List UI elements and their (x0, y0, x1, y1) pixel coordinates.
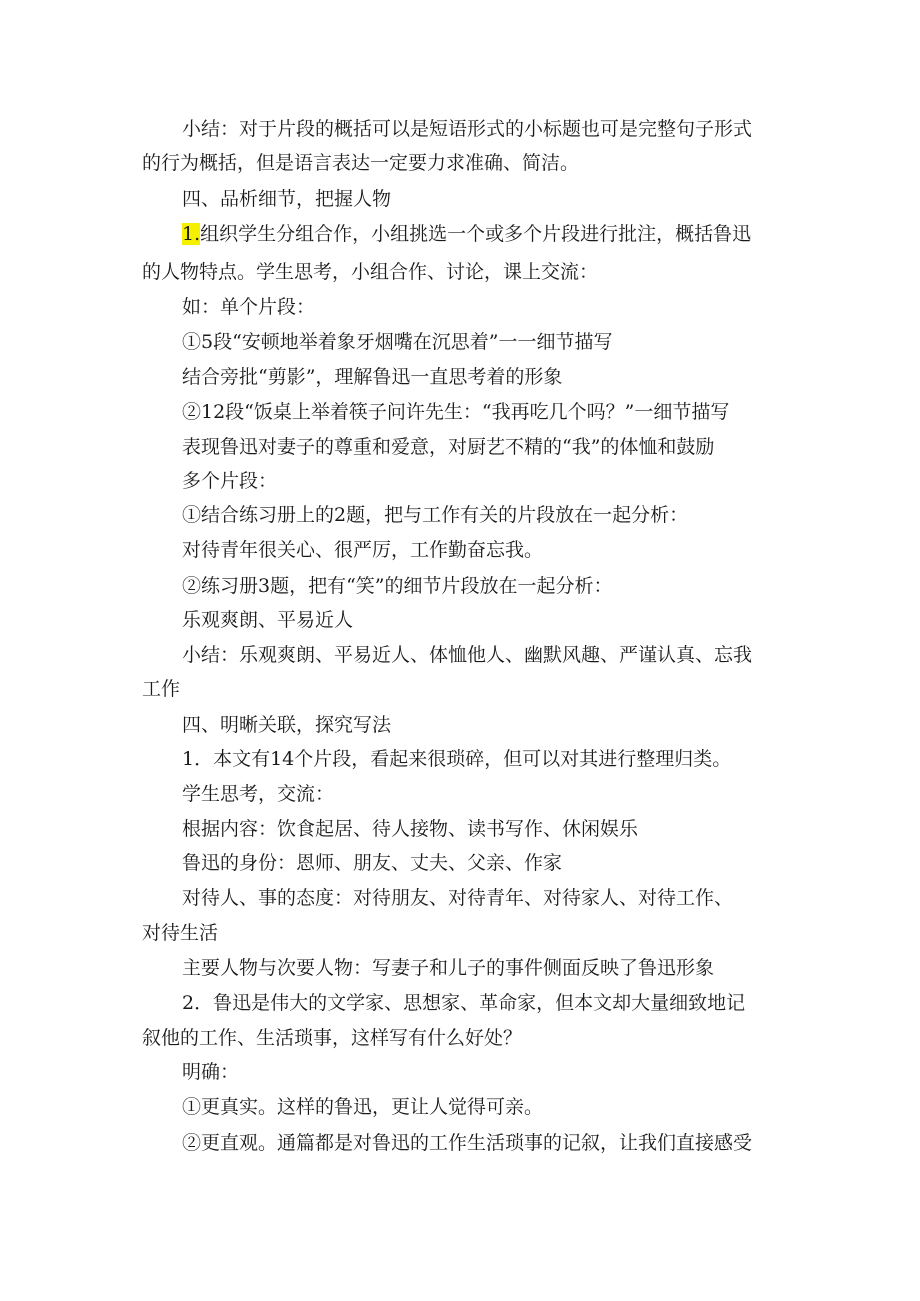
line-text: 工作 (142, 678, 181, 700)
text-line (182, 881, 782, 915)
line-text: 表现鲁迅对妻子的尊重和爱意，对厨艺不精的“我”的体恤和鼓励 (182, 436, 715, 458)
line-text: 2．鲁迅是伟大的文学家、思想家、革命家，但本文却大量细致地记 (182, 992, 746, 1014)
text-line (182, 182, 782, 216)
line-text: ①更真实。这样的鲁迅，更让人觉得可亲。 (182, 1096, 544, 1118)
line-text: 四、品析细节，把握人物 (182, 188, 392, 210)
text-line (182, 290, 782, 324)
line-text: 如：单个片段： (182, 296, 316, 318)
text-line (182, 986, 782, 1020)
line-text: ②12段“饭桌上举着筷子问许先生：“我再吃几个吗？”一细节描写 (182, 401, 730, 423)
line-text: 1．本文有14个片段，看起来很琐碎，但可以对其进行整理归类。 (182, 748, 732, 770)
text-line (182, 498, 782, 532)
line-text: 叙他的工作、生活琐事，这样写有什么好处？ (142, 1027, 523, 1049)
line-text: 多个片段： (182, 470, 278, 492)
text-line (182, 395, 782, 429)
text-line (182, 777, 782, 811)
line-text: 对待生活 (142, 922, 219, 944)
line-text: 鲁迅的身份：恩师、朋友、丈夫、父亲、作家 (182, 852, 563, 874)
line-text: 明确： (182, 1061, 240, 1083)
text-line (182, 603, 782, 637)
text-line (142, 146, 782, 180)
line-text: 的人物特点。学生思考，小组合作、讨论，课上交流： (142, 261, 599, 283)
line-text: 组织学生分组合作，小组挑选一个或多个片段进行批注，概括鲁迅 (200, 223, 752, 245)
text-line (182, 1055, 782, 1089)
text-line (142, 916, 782, 950)
line-text: 四、明晰关联，探究写法 (182, 714, 392, 736)
text-line (182, 533, 782, 567)
highlighted-number: 1. (182, 223, 201, 245)
text-line (182, 708, 782, 742)
line-text: 小结：乐观爽朗、平易近人、体恤他人、幽默风趣、严谨认真、忘我 (182, 644, 753, 666)
text-line (182, 638, 782, 672)
text-line (182, 112, 782, 146)
text-line (182, 464, 782, 498)
text-line (182, 846, 782, 880)
text-line (182, 1090, 782, 1124)
text-line (142, 255, 782, 289)
text-line (142, 1021, 782, 1055)
text-line (182, 1126, 782, 1160)
line-text: ①5段“安顿地举着象牙烟嘴在沉思着”一一细节描写 (182, 331, 613, 353)
line-text: 的行为概括，但是语言表达一定要力求准确、简洁。 (142, 152, 580, 174)
line-text: 学生思考，交流： (182, 783, 335, 805)
text-line (142, 672, 782, 706)
text-line (182, 360, 782, 394)
text-line (182, 217, 782, 251)
line-text: ②练习册3题，把有“笑”的细节片段放在一起分析： (182, 575, 613, 597)
line-text: 对待人、事的态度：对待朋友、对待青年、对待家人、对待工作、 (182, 887, 734, 909)
text-line (182, 812, 782, 846)
line-text: 小结：对于片段的概括可以是短语形式的小标题也可是完整句子形式 (182, 118, 753, 140)
text-line (182, 742, 782, 776)
line-text: 对待青年很关心、很严厉，工作勤奋忘我。 (182, 539, 544, 561)
line-text: 根据内容：饮食起居、待人接物、读书写作、休闲娱乐 (182, 818, 639, 840)
text-line (182, 951, 782, 985)
line-text: 结合旁批“剪影”，理解鲁迅一直思考着的形象 (182, 366, 563, 388)
text-line (182, 325, 782, 359)
line-text: ②更直观。通篇都是对鲁迅的工作生活琐事的记叙，让我们直接感受 (182, 1132, 753, 1154)
text-line (182, 569, 782, 603)
text-line (182, 430, 782, 464)
line-text: 乐观爽朗、平易近人 (182, 609, 354, 631)
line-text: ①结合练习册上的2题，把与工作有关的片段放在一起分析： (182, 504, 689, 526)
line-text: 主要人物与次要人物：写妻子和儿子的事件侧面反映了鲁迅形象 (182, 957, 715, 979)
